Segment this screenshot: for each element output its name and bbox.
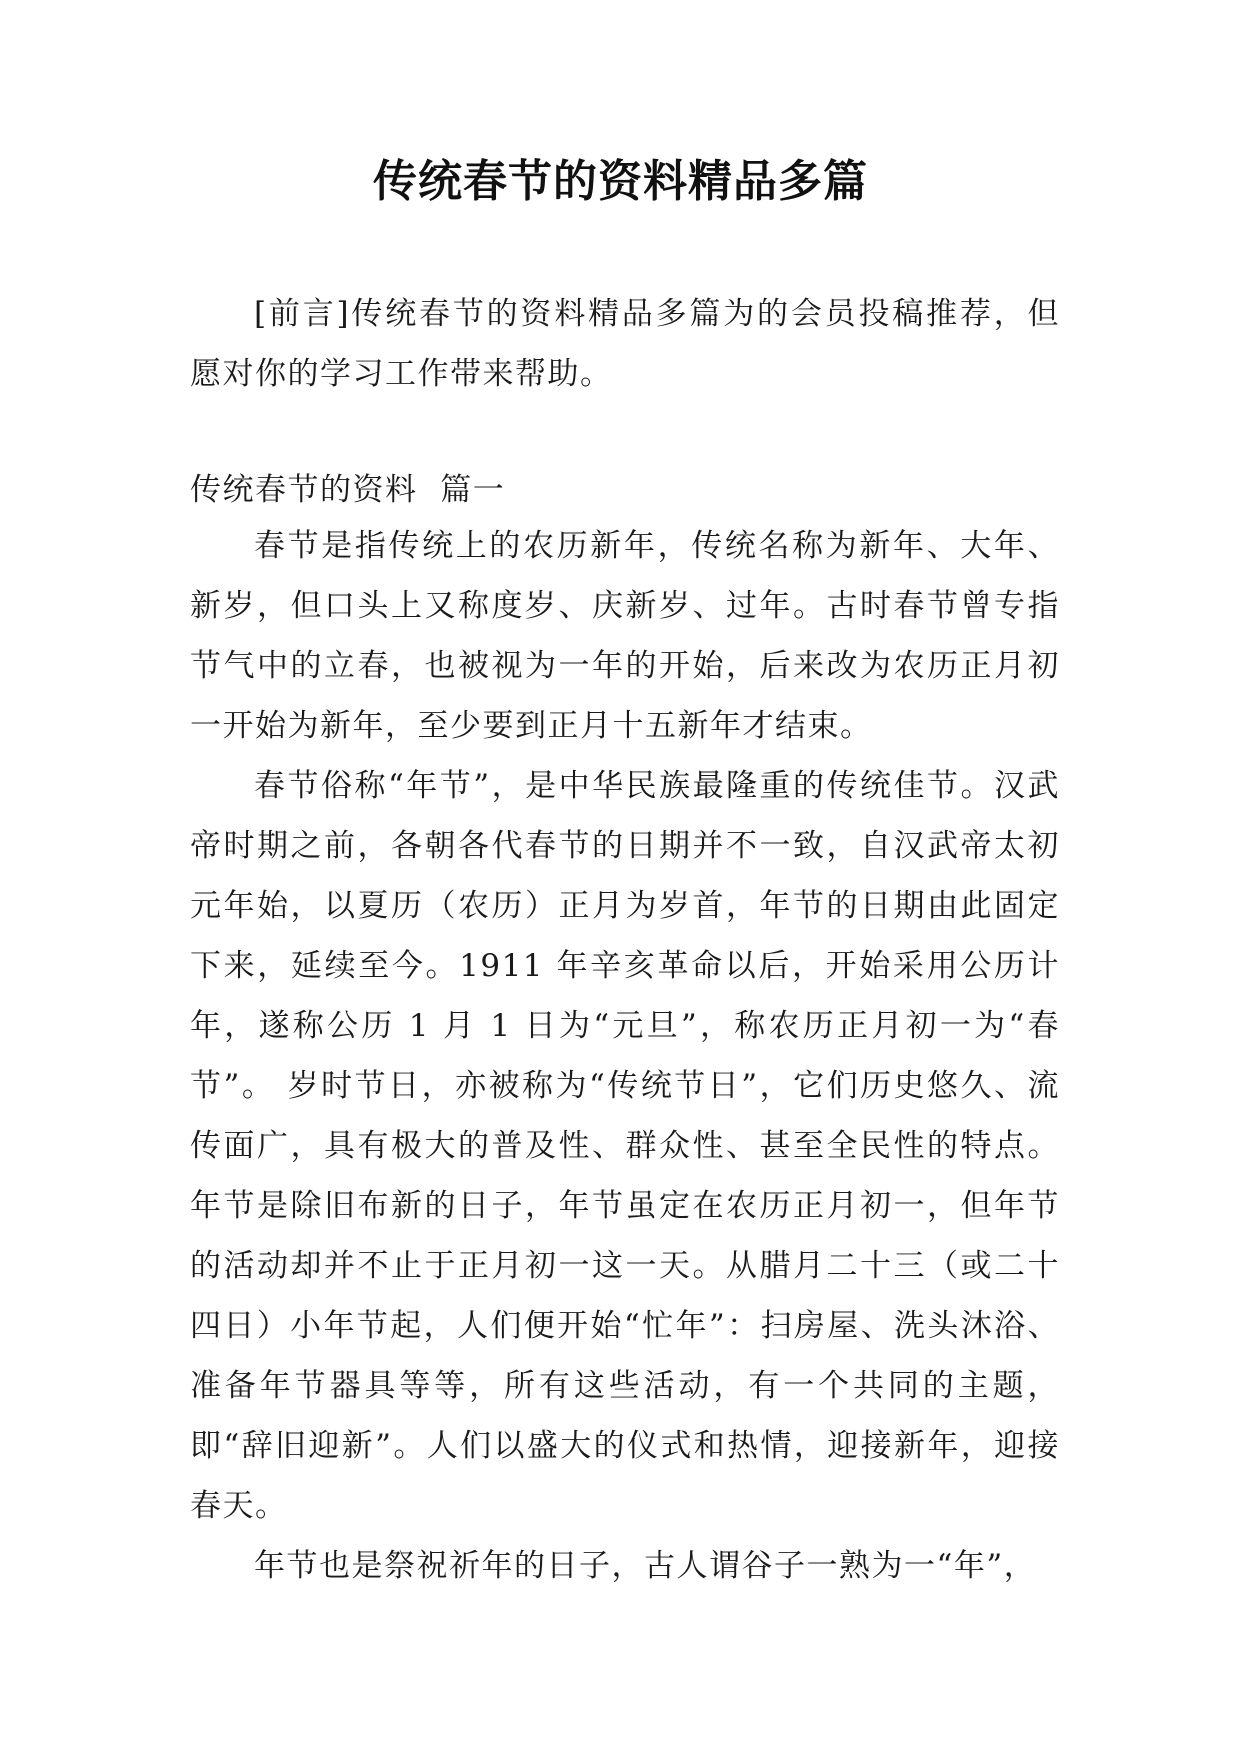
document-title: 传统春节的资料精品多篇	[373, 156, 868, 207]
preface-block	[190, 284, 1060, 404]
body-paragraph-2: 春节俗称“年节”，是中华民族最隆重的传统佳节。汉武帝时期之前，各朝各代春节的日期并不一致，自汉武帝太初元年始，以夏历（农历）正月为岁首，年节的日期由此固定下来，延续至今。1911 年辛亥革命以后，开始采用公历计年，遂称公历 1 月 1 日为“元旦”，称农历正月初一为“春节”。 岁时节日，亦被称为“传统节日”，它们历史悠久、流传面广，具有极大的普及性、群众性、甚至全民性的特点。年节是除旧布新的日子，年节虽定在农历正月初一，但年节的活动却并不止于正月初一这一天。从腊月二十三（或二十四日）小年节起，人们便开始“忙年”：扫房屋、洗头沐浴、准备年节器具等等，所有这些活动，有一个共同的主题，即“辞旧迎新”。人们以盛大的仪式和热情，迎接新年，迎接春天。	[190, 768, 1060, 1524]
body-paragraph-1: 春节是指传统上的农历新年，传统名称为新年、大年、新岁，但口头上又称度岁、庆新岁、过年。古时春节曾专指节气中的立春，也被视为一年的开始，后来改为农历正月初一开始为新年，至少要到正月十五新年才结束。	[190, 528, 1060, 744]
section-body	[190, 516, 1060, 1596]
preface-paragraph: [前言]传统春节的资料精品多篇为的会员投稿推荐，但愿对你的学习工作带来帮助。	[190, 296, 1060, 392]
body-paragraph-3: 年节也是祭祝祈年的日子，古人谓谷子一熟为一“年”，	[254, 1548, 1037, 1584]
section-heading: 传统春节的资料 篇一	[190, 472, 506, 508]
